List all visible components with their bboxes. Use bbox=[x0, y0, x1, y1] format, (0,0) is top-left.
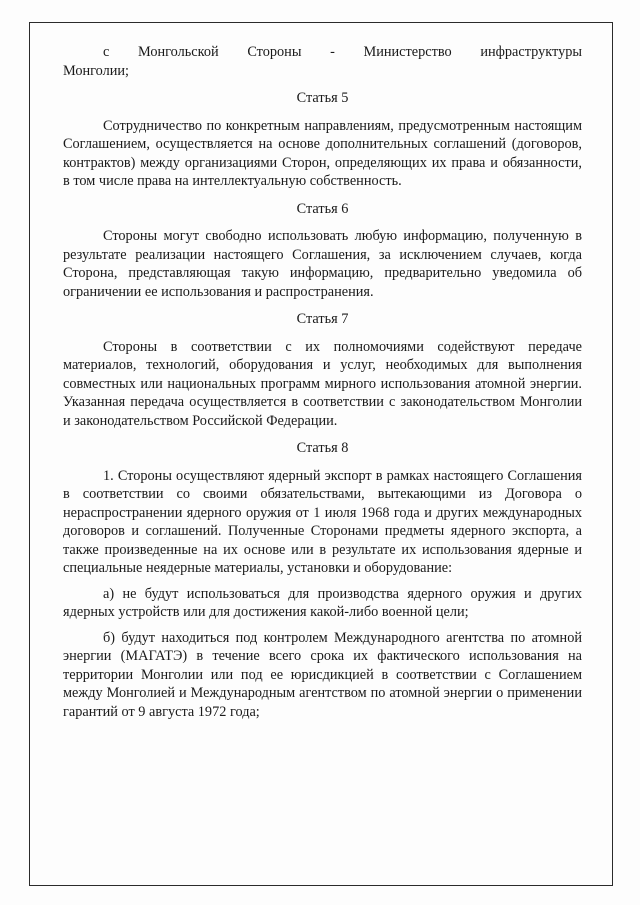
article-6-heading: Статья 6 bbox=[296, 200, 349, 217]
article-5-text: Сотрудничество по конкретным направлениям, предусмотренным настоящим Соглашением, осуществляется на основе дополнительных соглашений (договоров, контрактов) между организациями Сторон, определяющих их права и обязанности, в том числе права на интеллектуальную собственность. bbox=[63, 117, 582, 189]
article-8-item-a: а) не будут использоваться для производства ядерного оружия и других ядерных устройств или для достижения какой-либо военной цели; bbox=[63, 585, 582, 620]
document-body bbox=[63, 43, 582, 721]
article-8-item-1: 1. Стороны осуществляют ядерный экспорт в рамках настоящего Соглашения в соответствии со своими обязательствами, вытекающими из Договора о нераспространении ядерного оружия от 1 июля 1968 года и других международных договоров и соглашений. Полученные Сторонами предметы ядерного экспорта, а также произведенные на их основе или в результате их использования ядерные и специальные неядерные материалы, установки и оборудование: bbox=[63, 467, 582, 576]
article-7-text: Стороны в соответствии с их полномочиями содействуют передаче материалов, технологий, оборудования и услуг, необходимых для выполнения совместных или национальных программ мирного использования атомной энергии. Указанная передача осуществляется в соответствии с законодательством Монголии и законодательством Российской Федерации. bbox=[63, 338, 582, 429]
article-5-heading: Статья 5 bbox=[296, 90, 349, 106]
article-8-item-b: б) будут находиться под контролем Международного агентства по атомной энергии (МАГАТЭ) в течение всего срока их фактического использования на территории Монголии или под ее юрисдикцией в соответствии с Соглашением между Монголией и Международным агентством по атомной энергии о применении гарантий от 9 августа 1972 года; bbox=[63, 629, 582, 720]
intro-line-end: Монголии; bbox=[63, 62, 130, 79]
intro-line: с Монгольской Стороны - Министерство инфраструктуры bbox=[103, 44, 582, 60]
article-7-heading: Статья 7 bbox=[296, 311, 349, 327]
article-8-heading: Статья 8 bbox=[296, 440, 349, 456]
article-6-text: Стороны могут свободно использовать любую информацию, полученную в результате реализации настоящего Соглашения, за исключением случаев, когда Сторона, представляющая такую информацию, предварительно уведомила об ограничении ее использования и распространения. bbox=[63, 228, 582, 300]
